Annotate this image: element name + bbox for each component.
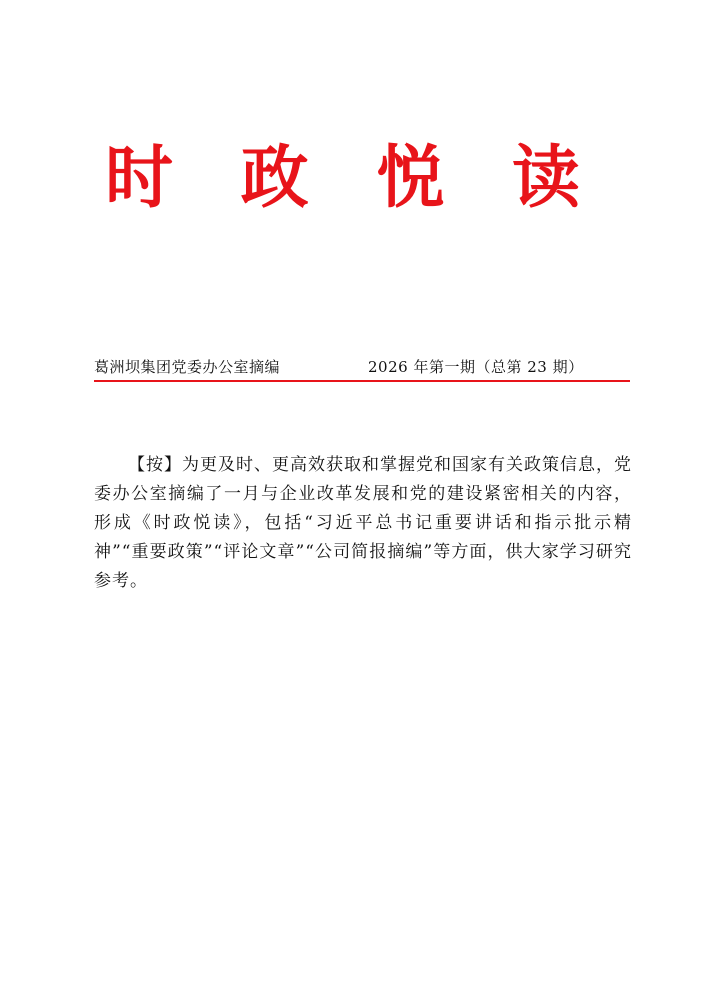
issue-info-line [94, 354, 630, 380]
issue-number: 2026 年第一期（总第 23 期） [368, 358, 584, 376]
masthead-divider [94, 380, 630, 382]
editor-note-paragraph: 【按】为更及时、更高效获取和掌握党和国家有关政策信息，党委办公室摘编了一月与企业改革发展和党的建设紧密相关的内容，形成《时政悦读》，包括“习近平总书记重要讲话和指示批示精神”“重要政策”“评论文章”“公司简报摘编”等方面，供大家学习研究参考。 [94, 455, 632, 591]
editor-credit: 葛洲坝集团党委办公室摘编 [94, 358, 281, 376]
masthead-title: 时 政 悦 读 [104, 138, 603, 218]
editor-note [94, 451, 632, 596]
